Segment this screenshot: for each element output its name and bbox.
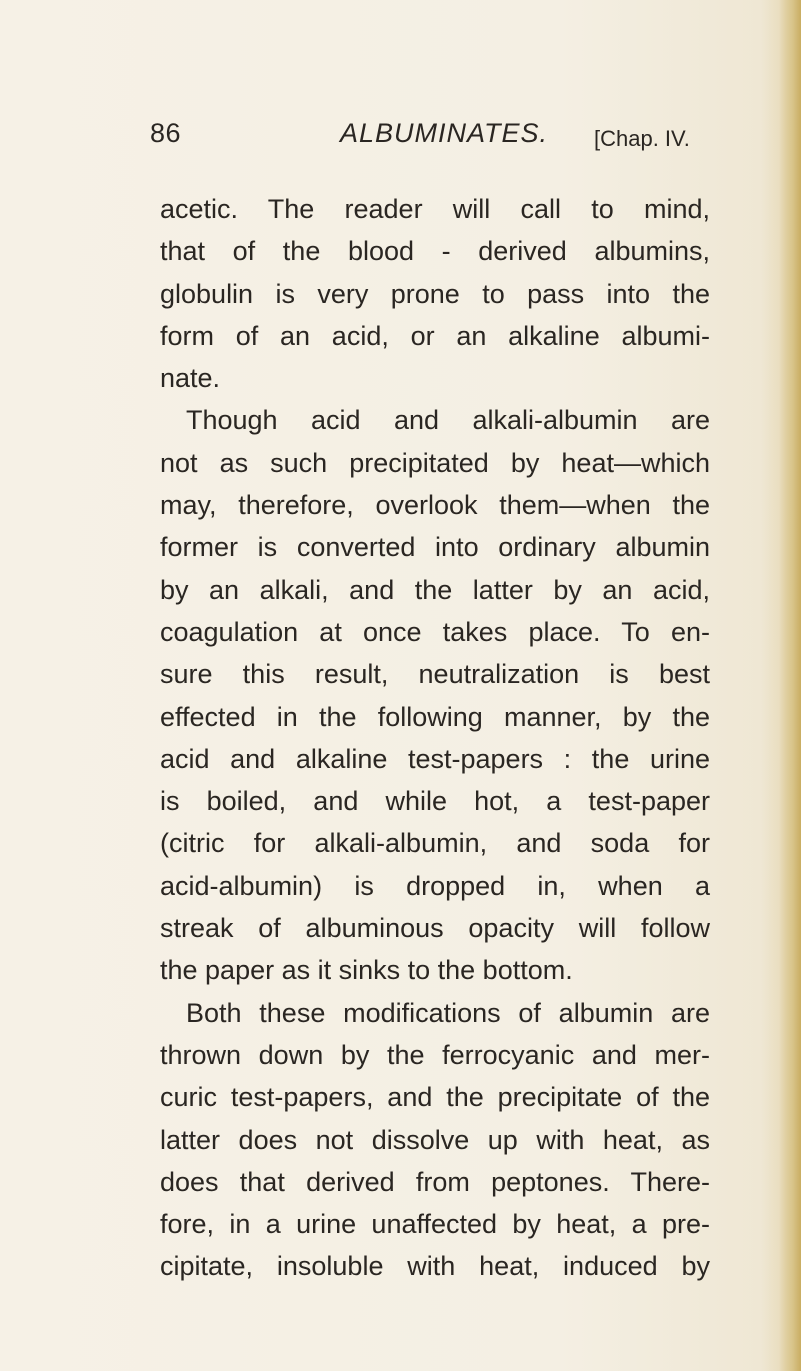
text-line: may, therefore, overlook them—when the: [160, 490, 710, 521]
text-line: fore, in a urine unaffected by heat, a pre-: [160, 1209, 710, 1240]
text-line: Both these modifications of albumin are: [186, 997, 710, 1028]
text-line: sure this result, neutralization is best: [160, 659, 710, 690]
text-line: curic test-papers, and the precipitate of the: [160, 1082, 710, 1113]
page-edge-shading: [779, 0, 801, 1371]
page-number: 86: [150, 118, 182, 148]
text-line: that of the blood - derived albumins,: [160, 236, 710, 267]
text-line: acid-albumin) is dropped in, when a: [160, 870, 710, 901]
text-line: (citric for alkali-albumin, and soda for: [160, 828, 710, 859]
text-line: is boiled, and while hot, a test-paper: [160, 786, 710, 817]
text-line: form of an acid, or an alkaline albumi-: [160, 320, 710, 351]
text-line: streak of albuminous opacity will follow: [160, 913, 710, 944]
text-line: thrown down by the ferrocyanic and mer-: [160, 1039, 710, 1070]
text-line: nate.: [160, 363, 221, 394]
text-line: former is converted into ordinary albumin: [160, 532, 710, 563]
text-line: not as such precipitated by heat—which: [160, 447, 710, 478]
text-line: acid and alkaline test-papers : the urine: [160, 743, 710, 774]
text-line: by an alkali, and the latter by an acid,: [160, 574, 710, 605]
page-header: [150, 118, 710, 158]
text-line: the paper as it sinks to the bottom.: [160, 955, 573, 986]
body-text: [160, 188, 710, 1288]
text-line: globulin is very prone to pass into the: [160, 278, 710, 309]
text-line: does that derived from peptones. There-: [160, 1166, 710, 1197]
text-line: cipitate, insoluble with heat, induced by: [160, 1251, 710, 1282]
chapter-label: [Chap. IV.: [594, 126, 690, 151]
text-line: latter does not dissolve up with heat, as: [160, 1124, 710, 1155]
text-line: acetic. The reader will call to mind,: [160, 194, 710, 224]
text-line: effected in the following manner, by the: [160, 701, 710, 732]
running-title: ALBUMINATES.: [340, 118, 549, 148]
text-line: Though acid and alkali-albumin are: [186, 405, 710, 436]
text-line: coagulation at once takes place. To en-: [160, 616, 710, 647]
